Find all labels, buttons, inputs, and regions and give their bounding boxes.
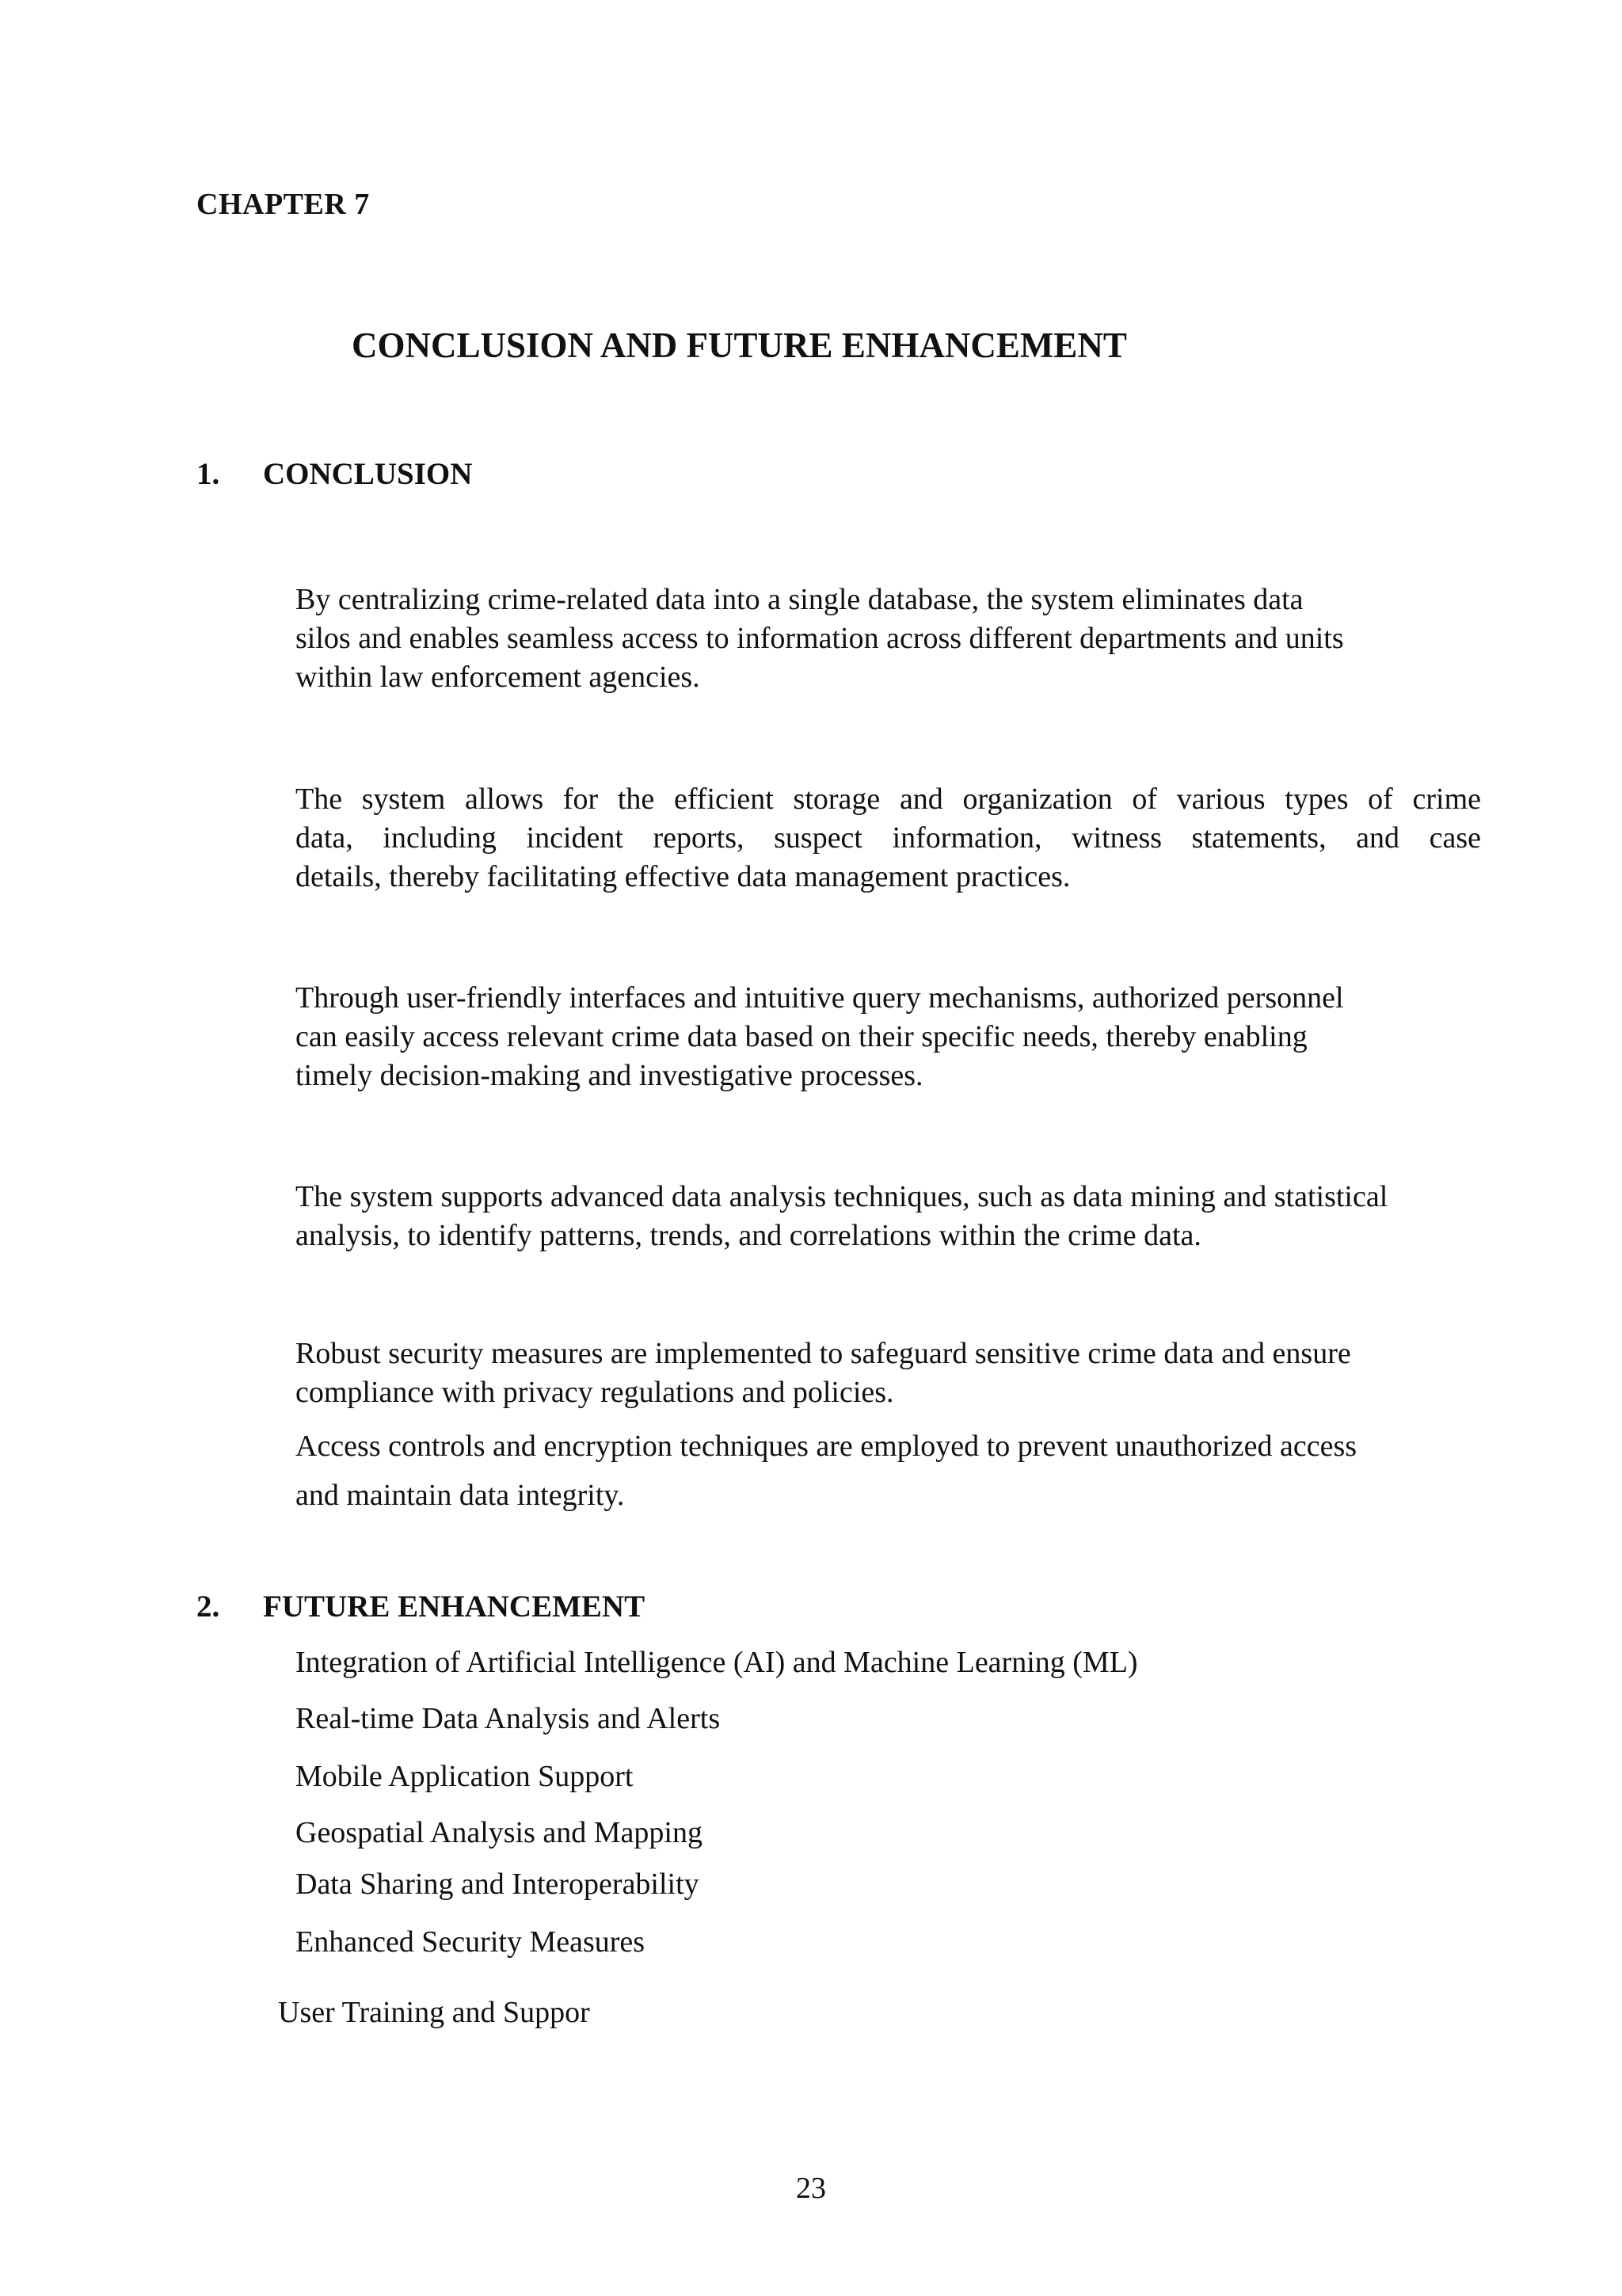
paragraph-line: The system allows for the efficient storage and organization of various types of crime: [295, 782, 1481, 816]
conclusion-paragraph-5: [295, 1335, 1460, 1412]
page-number: 23: [796, 2172, 826, 2205]
paragraph-line: and maintain data integrity.: [295, 1479, 625, 1512]
paragraph-line: The system supports advanced data analysis techniques, such as data mining and statistical: [295, 1180, 1388, 1213]
chapter-title: CONCLUSION AND FUTURE ENHANCEMENT: [352, 326, 1127, 365]
chapter-label: CHAPTER 7: [196, 188, 370, 221]
paragraph-line: can easily access relevant crime data based on their specific needs, thereby enabling: [295, 1020, 1308, 1053]
paragraph-line: timely decision-making and investigative processes.: [295, 1059, 923, 1092]
list-item: Integration of Artificial Intelligence (AI) and Machine Learning (ML): [295, 1646, 1138, 1679]
paragraph-line: details, thereby facilitating effective data management practices.: [295, 860, 1071, 893]
paragraph-line: Robust security measures are implemented to safeguard sensitive crime data and ensure: [295, 1337, 1351, 1370]
conclusion-paragraph-2: [295, 780, 1481, 897]
paragraph-line: analysis, to identify patterns, trends, and correlations within the crime data.: [295, 1219, 1201, 1252]
paragraph-line: By centralizing crime-related data into a single database, the system eliminates data: [295, 583, 1304, 616]
paragraph-line: compliance with privacy regulations and policies.: [295, 1376, 894, 1409]
list-item: Geospatial Analysis and Mapping: [295, 1816, 702, 1849]
section-number: 1.: [196, 457, 220, 491]
conclusion-paragraph-3: [295, 979, 1460, 1095]
section-number: 2.: [196, 1590, 220, 1624]
paragraph-line: Access controls and encryption techniques are employed to prevent unauthorized access: [295, 1430, 1357, 1463]
conclusion-paragraph-4: [295, 1178, 1515, 1255]
list-item: Enhanced Security Measures: [295, 1925, 645, 1959]
list-item: Mobile Application Support: [295, 1760, 634, 1793]
list-item: User Training and Suppor: [278, 1996, 590, 2029]
conclusion-paragraph-6: [295, 1422, 1460, 1520]
paragraph-line: Through user-friendly interfaces and intuitive query mechanisms, authorized personnel: [295, 981, 1344, 1015]
list-item: Real-time Data Analysis and Alerts: [295, 1702, 721, 1735]
paragraph-line: within law enforcement agencies.: [295, 661, 700, 694]
paragraph-line: silos and enables seamless access to information across different departments and units: [295, 622, 1344, 655]
section-title: FUTURE ENHANCEMENT: [263, 1590, 645, 1624]
list-item: Data Sharing and Interoperability: [295, 1868, 699, 1901]
paragraph-line: data, including incident reports, suspect information, witness statements, and case: [295, 821, 1481, 855]
conclusion-paragraph-1: [295, 581, 1475, 697]
section-title: CONCLUSION: [263, 457, 473, 491]
